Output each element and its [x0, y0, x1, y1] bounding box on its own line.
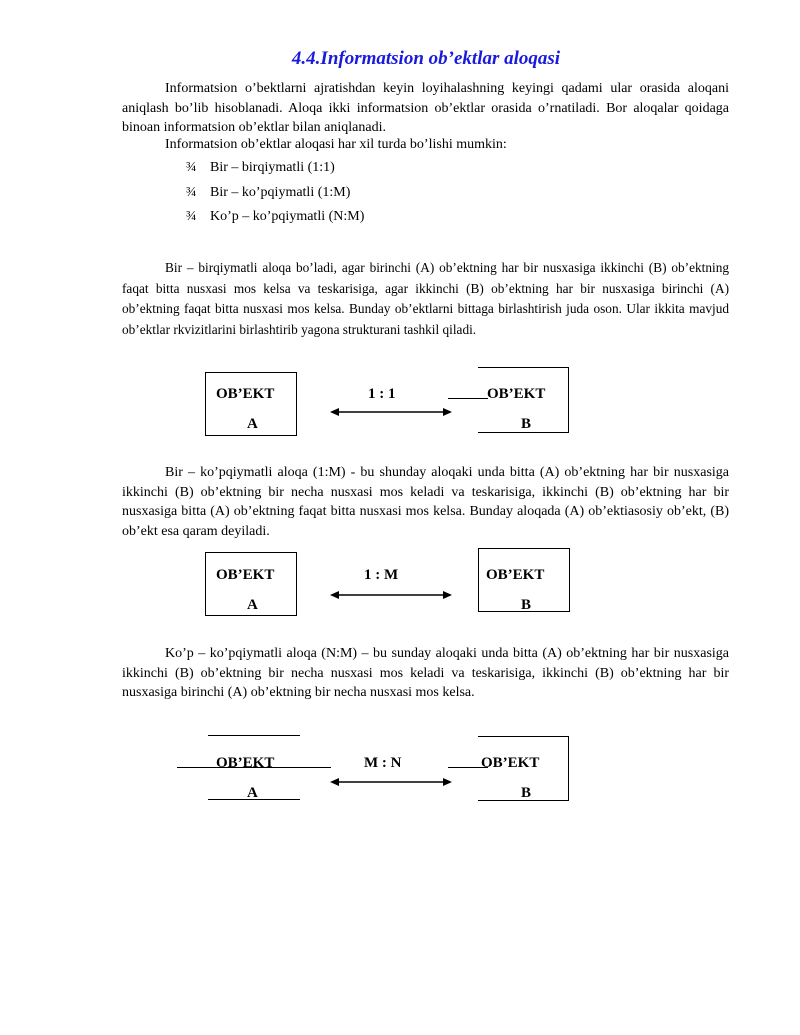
object-a-top-line	[208, 735, 300, 736]
intro-paragraph	[122, 79, 729, 138]
one-to-one-paragraph	[122, 258, 729, 340]
section-title: 4.4.Informatsion ob’ektlar aloqasi	[291, 48, 561, 69]
object-a-letter: A	[247, 597, 258, 613]
object-a-label: OB’EKT	[216, 755, 275, 771]
relation-types-list	[186, 160, 364, 234]
object-b-label: OB’EKT	[481, 755, 540, 771]
list-item	[186, 160, 364, 185]
object-a-letter: A	[247, 785, 258, 801]
object-a-letter: A	[247, 416, 258, 432]
bullet-mark: ¾	[186, 184, 197, 200]
many-to-many-paragraph-text: Ko’p – ko’pqiymatli aloqa (N:M) – bu sunday aloqaki unda bitta (A) ob’ektning har bir nusxasiga ikkinchi (B) ob’ektning bir necha nusxasi mos keladi va teskarisiga, ikkinchi (B) ob’ektning har bir nusxasiga birinchi (A) ob’ektning bir necha nusxasi mos kelsa.	[122, 646, 729, 700]
bullet-mark: ¾	[186, 209, 197, 224]
object-b-letter: B	[521, 416, 532, 432]
relation-label: 1 : 1	[368, 386, 396, 402]
object-a-label: OB’EKT	[216, 386, 275, 402]
relation-label: M : N	[364, 755, 402, 771]
object-b-label: OB’EKT	[487, 386, 546, 402]
list-item-text: Bir – ko’pqiymatli (1:M)	[210, 184, 351, 200]
list-item-text: Ko’p – ko’pqiymatli (N:M)	[210, 209, 365, 224]
object-b-letter: B	[521, 785, 532, 801]
diagram-one-to-many	[0, 540, 800, 620]
diagram-one-to-one	[0, 360, 800, 440]
list-item	[186, 209, 364, 234]
object-a-label: OB’EKT	[216, 567, 275, 583]
one-to-many-paragraph-text: Bir – ko’pqiymatli aloqa (1:M) - bu shunday aloqaki unda bitta (A) ob’ektning har bir nusxasiga ikkinchi (B) ob’ektning bir necha nusxasi mos keladi va teskarisiga, ikkinchi (B) ob’ektning har bir nusxasiga bitta (A) ob’ektning faqat bitta nusxasi mos kelsa. Bunday aloqada (A) ob’ektiasosiy ob’ekt, (B) ob’ekt esa qaram deyiladi.	[122, 465, 729, 539]
double-arrow-icon	[330, 406, 452, 418]
many-to-many-paragraph	[122, 644, 729, 703]
list-item	[186, 185, 364, 210]
types-intro: Informatsion ob’ektlar aloqasi har xil turda bo’lishi mumkin:	[165, 137, 507, 152]
object-b-letter: B	[521, 597, 532, 613]
double-arrow-icon	[330, 776, 452, 788]
object-b-label: OB’EKT	[486, 567, 545, 583]
intro-paragraph-text: Informatsion o’bektlarni ajratishdan keyin loyihalashning keyingi qadami ular orasida aloqani aniqlash bo’lib hisoblanadi. Aloqa ikki informatsion ob’ektlar orasida o’rnatiladi. Bor aloqalar qoidaga binoan informatsion ob’ektlar bilan aniqlanadi.	[122, 81, 729, 135]
diagram-many-to-many	[0, 725, 800, 810]
relation-label: 1 : M	[364, 567, 399, 583]
double-arrow-icon	[330, 589, 452, 601]
one-to-one-paragraph-text: Bir – birqiymatli aloqa bo’ladi, agar birinchi (A) ob’ektning har bir nusxasiga ikkinchi (B) ob’ektning faqat bitta nusxasi mos kelsa va teskarisiga, agar ikkinchi (B) ob’ektning har bir nusxasiga birinchi (A) ob’ektning faqat bitta nusxasi mos kelsa. Bunday ob’ektlarni bittaga birlashtirish juda oson. Ular ikkita mavjud ob’ektlar rkvizitlarini birlashtirib yagona strukturani tashkil qiladi.	[122, 260, 729, 337]
list-item-text: Bir – birqiymatli (1:1)	[210, 160, 335, 175]
bullet-mark: ¾	[186, 160, 197, 175]
one-to-many-paragraph	[122, 463, 729, 541]
